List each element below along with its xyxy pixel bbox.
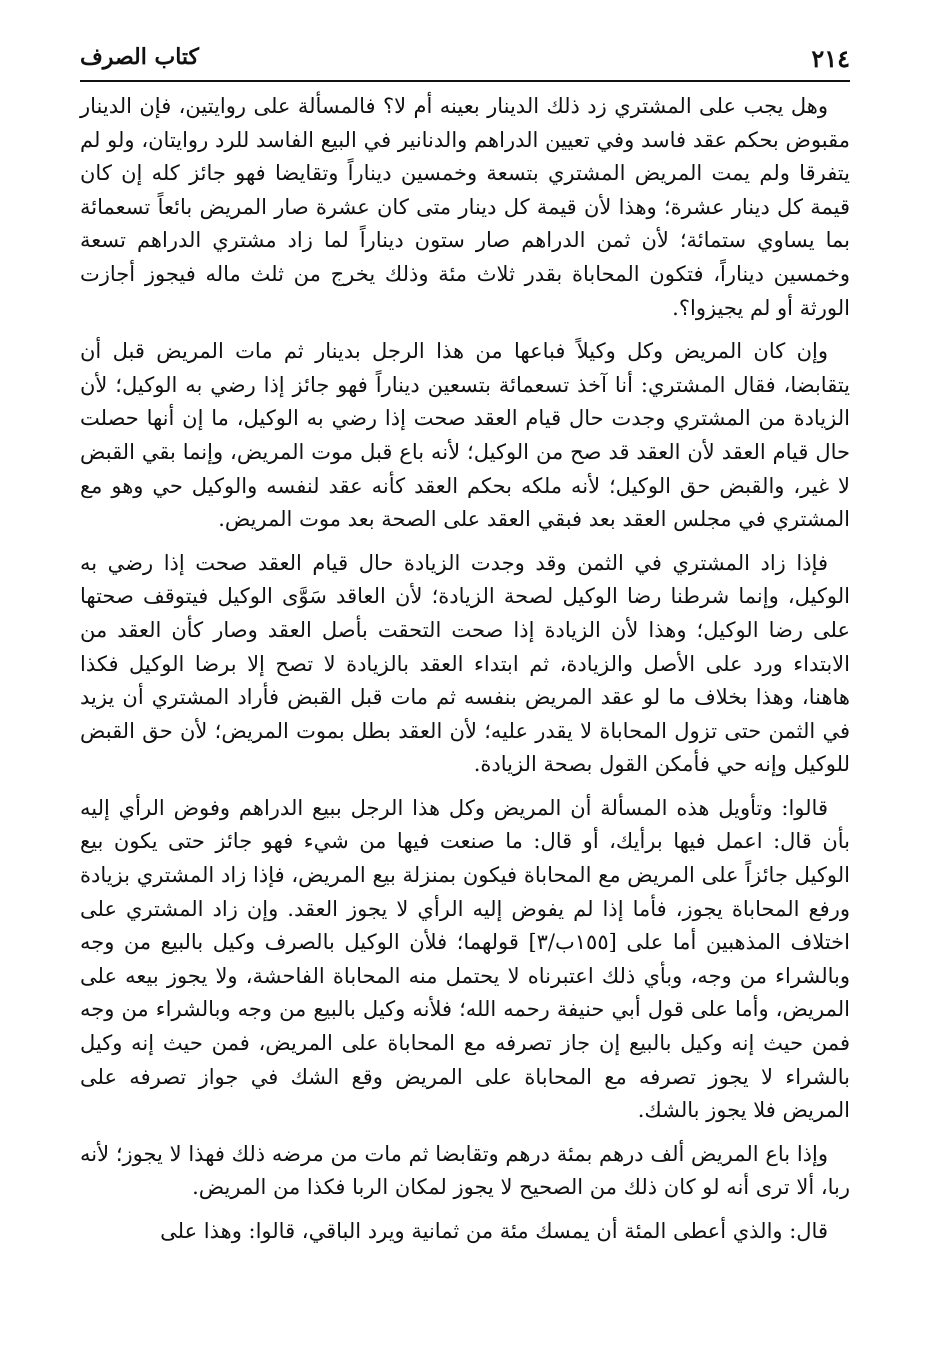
book-title: كتاب الصرف (80, 44, 200, 70)
paragraph: قال: والذي أعطى المئة أن يمسك مئة من ثمانية ويرد الباقي، قالوا: وهذا على (160, 1219, 828, 1243)
paragraph: وإذا باع المريض ألف درهم بمئة درهم وتقابضا ثم مات من مرضه ذلك فهذا لا يجوز؛ لأنه ربا، ألا ترى أنه لو كان ذلك من الصحيح لا يجوز لمكان الربا فكذا من المريض. (80, 1141, 850, 1200)
paragraph: وإن كان المريض وكل وكيلاً فباعها من هذا الرجل بدينار ثم مات المريض قبل أن يتقابضا، فقال المشتري: أنا آخذ تسعمائة بتسعين ديناراً فهو جائز إذا رضي به الوكيل؛ لأن الزيادة من المشتري وجدت حال قيام العقد صحت إذا رضي به الوكيل، ما إن أنها حصلت حال قيام العقد لأن العقد قد صح من الوكيل؛ لأنه باع قبل موت المريض، وإنما بقي القبض لا غير، والقبض حق الوكيل؛ لأنه ملكه بحكم العقد كأنه عقد لنفسه والوكيل حي وهو مع المشتري في مجلس العقد بعد فبقي العقد على الصحة بعد موت المريض. (80, 339, 851, 532)
paragraph: وهل يجب على المشتري زد ذلك الدينار بعينه أم لا؟ فالمسألة على روايتين، فإن الدينار مقبوض بحكم عقد فاسد وفي تعيين الدراهم والدنانير في البيع الفاسد للرد روايتان، ولو لم يتفرقا ولم يمت المريض المشتري بتسعة وخمسين ديناراً وتقايضا فهو جائز كله إن كان قيمة كل دينار عشرة؛ وهذا لأن قيمة كل دينار متى كان عشرة صار المريض بائعاً تسعمائة بما يساوي ستمائة؛ لأن ثمن الدراهم صار ستون ديناراً لما زاد مشتري الدراهم تسعة وخمسين ديناراً، فتكون المحاباة بقدر ثلاث مئة وذلك يخرج من ثلث ماله فيجوز أجازت الورثة أو لم يجيزوا؟. (80, 94, 850, 320)
page-number: ٢١٤ (811, 44, 850, 73)
paragraph: قالوا: وتأويل هذه المسألة أن المريض وكل هذا الرجل ببيع الدراهم وفوض الرأي إليه بأن قال: اعمل فيها برأيك، أو قال: ما صنعت فيها من شيء فهو جائز حتى يكون بيع الوكيل جائزاً على المريض مع المحاباة فيكون بمنزلة بيع المريض، فإذا زاد المشتري بزيادة ورفع المحاباة يجوز، فأما إذا لم يفوض إليه الرأي لا يجوز العقد. وإن زاد المشتري على اختلاف المذهبين أما على [١٥٥ب/٣] قولهما؛ فلأن الوكيل بالصرف وكيل بالبيع من وجه وبالشراء من وجه، وبأي ذلك اعتبرناه لا يحتمل منه المحاباة الفاحشة، ولا يجوز بيعه على المريض، وأما على قول أبي حنيفة رحمه الله؛ فلأنه وكيل بالبيع من وجه وبالشراء من وجه فمن حيث إنه وكيل بالبيع إن جاز تصرفه مع المحاباة على المريض، فمن حيث إنه وكيل بالشراء لا يجوز تصرفه مع المحاباة على المريض وقع الشك في جواز تصرفه على المريض فلا يجوز بالشك. (80, 795, 850, 1123)
body-text (80, 90, 850, 1249)
book-page (80, 40, 850, 1355)
page-header (80, 40, 850, 82)
paragraph: فإذا زاد المشتري في الثمن وقد وجدت الزيادة حال قيام العقد صحت إذا رضي به الوكيل، وإنما شرطنا رضا الوكيل لصحة الزيادة؛ لأن العاقد سَوَّى الوكيل فيتوقف صحتها على رضا الوكيل؛ وهذا لأن الزيادة إذا صحت التحقت بأصل العقد وصار كأن العقد من الابتداء ورد على الأصل والزيادة، ثم ابتداء العقد بالزيادة لا تصح إلا برضا الوكيل فكذا هاهنا، وهذا بخلاف ما لو عقد المريض بنفسه ثم مات قبل القبض فأراد المشتري أن يزيد في الثمن حتى تزول المحاباة لا يقدر عليه؛ لأن العقد بطل بموت المريض؛ لأن حق القبض للوكيل وإنه حي فأمكن القول بصحة الزيادة. (80, 550, 850, 777)
